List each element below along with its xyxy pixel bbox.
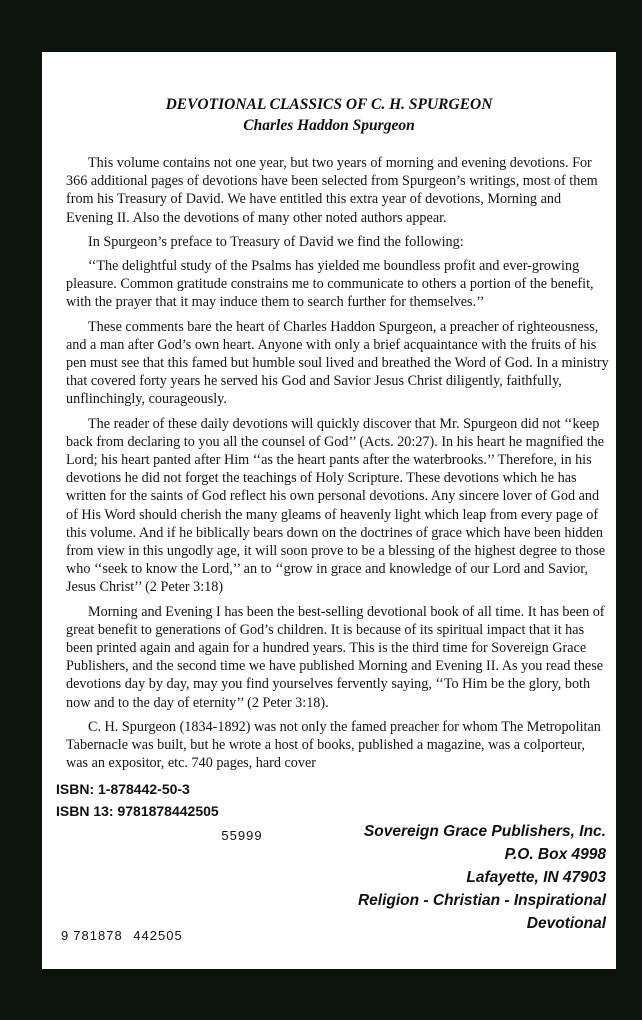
publisher-name: Sovereign Grace Publishers, Inc.	[363, 823, 606, 840]
book-title: DEVOTIONAL CLASSICS OF C. H. SPURGEON	[165, 96, 493, 113]
book-title-block	[42, 94, 616, 136]
paragraph-preface-intro: In Spurgeon’s preface to Treasury of David we find the following:	[88, 233, 464, 250]
back-cover	[42, 52, 616, 969]
barcode	[56, 826, 270, 946]
book-author: Charles Haddon Spurgeon	[243, 117, 415, 134]
isbn-10: ISBN: 1-878442-50-3	[56, 781, 190, 797]
paragraph-biography: C. H. Spurgeon (1834-1892) was not only the famed preacher for whom The Metropolitan Tabernacle was built, but he wrote a host of books, published a magazine, was a colporteur, was an expositor, etc. 740 pages, hard cover	[66, 718, 601, 772]
isbn-13: ISBN 13: 9781878442505	[56, 803, 219, 819]
paragraph-bestselling: Morning and Evening I has been the best-selling devotional book of all time. It has been of great benefit to generations of God’s children. It is because of its spiritual impact that it has been printed again and again for a hundred years. This is the third time for Sovereign Grace Publishers, and the second time we have published Morning and Evening II. As you read these devotions day by day, may you find yourselves fervently saying, ‘‘To Him be the glory, both now and to the day of eternity’’ (2 Peter 3:18).	[66, 603, 605, 711]
publisher-block	[358, 820, 606, 935]
paragraph-heart: These comments bare the heart of Charles Haddon Spurgeon, a preacher of righteousness, and a man after God’s own heart. Anyone with only a brief acquaintance with the fruits of his pen must see that this famed but humble soul lived and breathed the Word of God. In a ministry that covered forty years he served his God and Savior Jesus Christ diligently, faithfully, unflinchingly, courageously.	[66, 318, 609, 408]
category-line-1: Religion - Christian - Inspirational	[357, 892, 606, 909]
publisher-city: Lafayette, IN 47903	[466, 869, 606, 886]
barcode-digit-first: 9	[61, 928, 69, 943]
description-text	[66, 154, 610, 779]
isbn-block	[56, 778, 219, 822]
paragraph-reader: The reader of these daily devotions will quickly discover that Mr. Spurgeon did not ‘‘keep back from declaring to you all the counsel of God’’ (Acts. 20:27). In his heart he magnified the Lord; his heart panted after Him ‘‘as the heart pants after the waterbrooks.’’ Therefore, in his devotions he did not forget the teachings of Holy Scripture. These devotions which he has written for the saints of God reflect his own personal devotions. Any sincere lover of God and of His Word should cherish the many gleams of heavenly light which leap from every page of this volume. And if he biblically bears down on the doctrines of grace which have been hidden from view in this ungodly age, it will soon prove to be a blessing of the highest degree to those who ‘‘seek to know the Lord,’’ an to ‘‘grow in grace and knowledge of our Lord and Savior, Jesus Christ’’ (2 Peter 3:18)	[66, 415, 606, 596]
barcode-digits-left: 781878	[73, 928, 123, 943]
paragraph-quote: ‘‘The delightful study of the Psalms has yielded me boundless profit and ever-growing pleasure. Common gratitude constrains me to communicate to others a portion of the benefit, with the prayer that it may induce them to search further for themselves.’’	[66, 258, 594, 311]
category-line-2: Devotional	[526, 915, 606, 932]
paragraph-intro: This volume contains not one year, but two years of morning and evening devotions. For 366 additional pages of devotions have been selected from Spurgeon’s writings, most of them from his Treasury of David. We have entitled this extra year of devotions, Morning and Evening II. Also the devotions of many other noted authors appear.	[66, 155, 598, 226]
barcode-digits-right: 442505	[133, 928, 183, 943]
barcode-addon-digits: 55999	[221, 828, 263, 843]
publisher-pobox: P.O. Box 4998	[504, 846, 606, 863]
